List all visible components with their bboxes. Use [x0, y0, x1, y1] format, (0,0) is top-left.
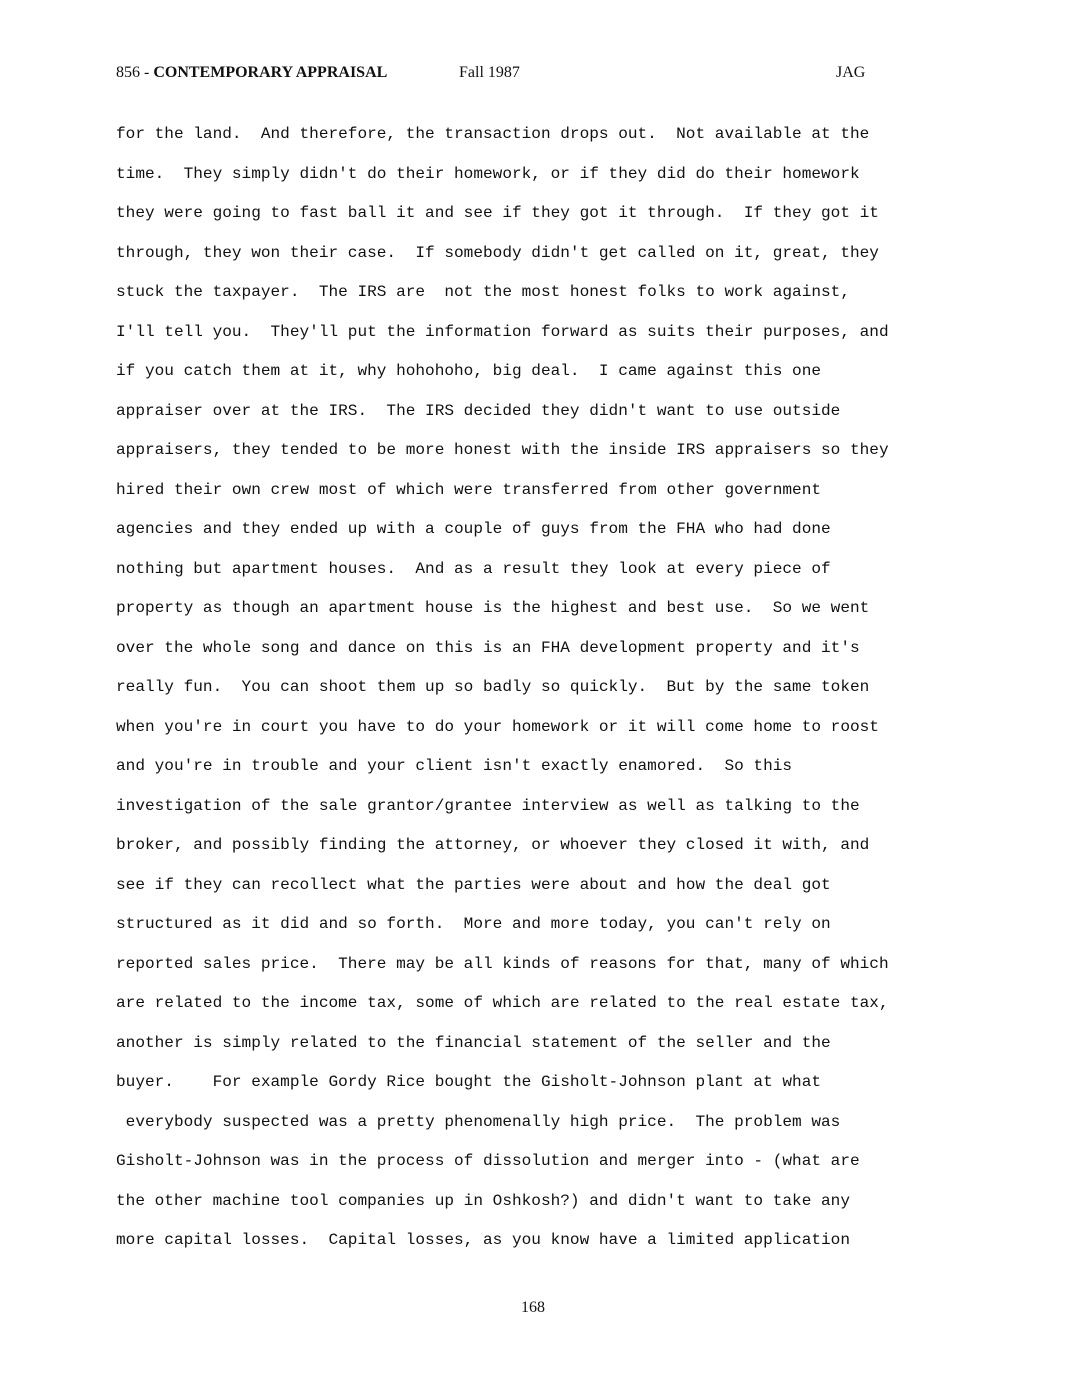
text-line: when you're in court you have to do your homework or it will come home to roost: [116, 717, 879, 736]
text-line: the other machine tool companies up in Oshkosh?) and didn't want to take any: [116, 1191, 850, 1210]
text-line: buyer. For example Gordy Rice bought the Gisholt-Johnson plant at what: [116, 1073, 822, 1091]
page-header: [0, 62, 1066, 84]
text-line: appraiser over at the IRS. The IRS decided they didn't want to use outside: [116, 401, 841, 420]
text-line: nothing but apartment houses. And as a result they look at every piece of: [116, 559, 831, 578]
text-line: over the whole song and dance on this is an FHA development property and it's: [116, 638, 860, 657]
text-line: agencies and they ended up with a couple of guys from the FHA who had done: [116, 520, 831, 538]
text-line: through, they won their case. If somebody didn't get called on it, great, they: [116, 243, 879, 262]
text-line: Gisholt-Johnson was in the process of dissolution and merger into - (what are: [116, 1152, 860, 1170]
text-line: hired their own crew most of which were transferred from other government: [116, 480, 822, 499]
author-initials: JAG: [836, 64, 866, 81]
transcript-body: [116, 115, 996, 1261]
text-line: structured as it did and so forth. More and more today, you can't rely on: [116, 915, 831, 933]
course-code: 856 -: [116, 64, 154, 81]
text-line: and you're in trouble and your client isn't exactly enamored. So this: [116, 757, 793, 775]
text-line: if you catch them at it, why hohohoho, big deal. I came against this one: [116, 362, 822, 380]
text-line: are related to the income tax, some of which are related to the real estate tax,: [116, 994, 889, 1012]
text-line: time. They simply didn't do their homework, or if they did do their homework: [116, 164, 860, 183]
text-line: broker, and possibly finding the attorney, or whoever they closed it with, and: [116, 836, 870, 854]
text-line: more capital losses. Capital losses, as you know have a limited application: [116, 1231, 850, 1249]
text-line: appraisers, they tended to be more honest with the inside IRS appraisers so they: [116, 441, 889, 459]
text-line: stuck the taxpayer. The IRS are not the most honest folks to work against,: [116, 283, 850, 301]
page-number: 168: [521, 1299, 545, 1316]
text-line: I'll tell you. They'll put the information forward as suits their purposes, and: [116, 322, 889, 341]
text-line: they were going to fast ball it and see if they got it through. If they got it: [116, 204, 879, 222]
text-line: reported sales price. There may be all kinds of reasons for that, many of which: [116, 954, 889, 973]
text-line: property as though an apartment house is the highest and best use. So we went: [116, 599, 870, 617]
text-line: see if they can recollect what the parties were about and how the deal got: [116, 875, 831, 894]
course-label: [116, 62, 387, 84]
text-line: investigation of the sale grantor/grantee interview as well as talking to the: [116, 796, 860, 815]
term-label: Fall 1987: [459, 64, 520, 81]
text-line: for the land. And therefore, the transaction drops out. Not available at the: [116, 125, 870, 143]
text-line: really fun. You can shoot them up so badly so quickly. But by the same token: [116, 678, 870, 696]
course-title: CONTEMPORARY APPRAISAL: [153, 64, 388, 81]
text-line: everybody suspected was a pretty phenomenally high price. The problem was: [116, 1112, 841, 1131]
text-line: another is simply related to the financial statement of the seller and the: [116, 1033, 831, 1052]
